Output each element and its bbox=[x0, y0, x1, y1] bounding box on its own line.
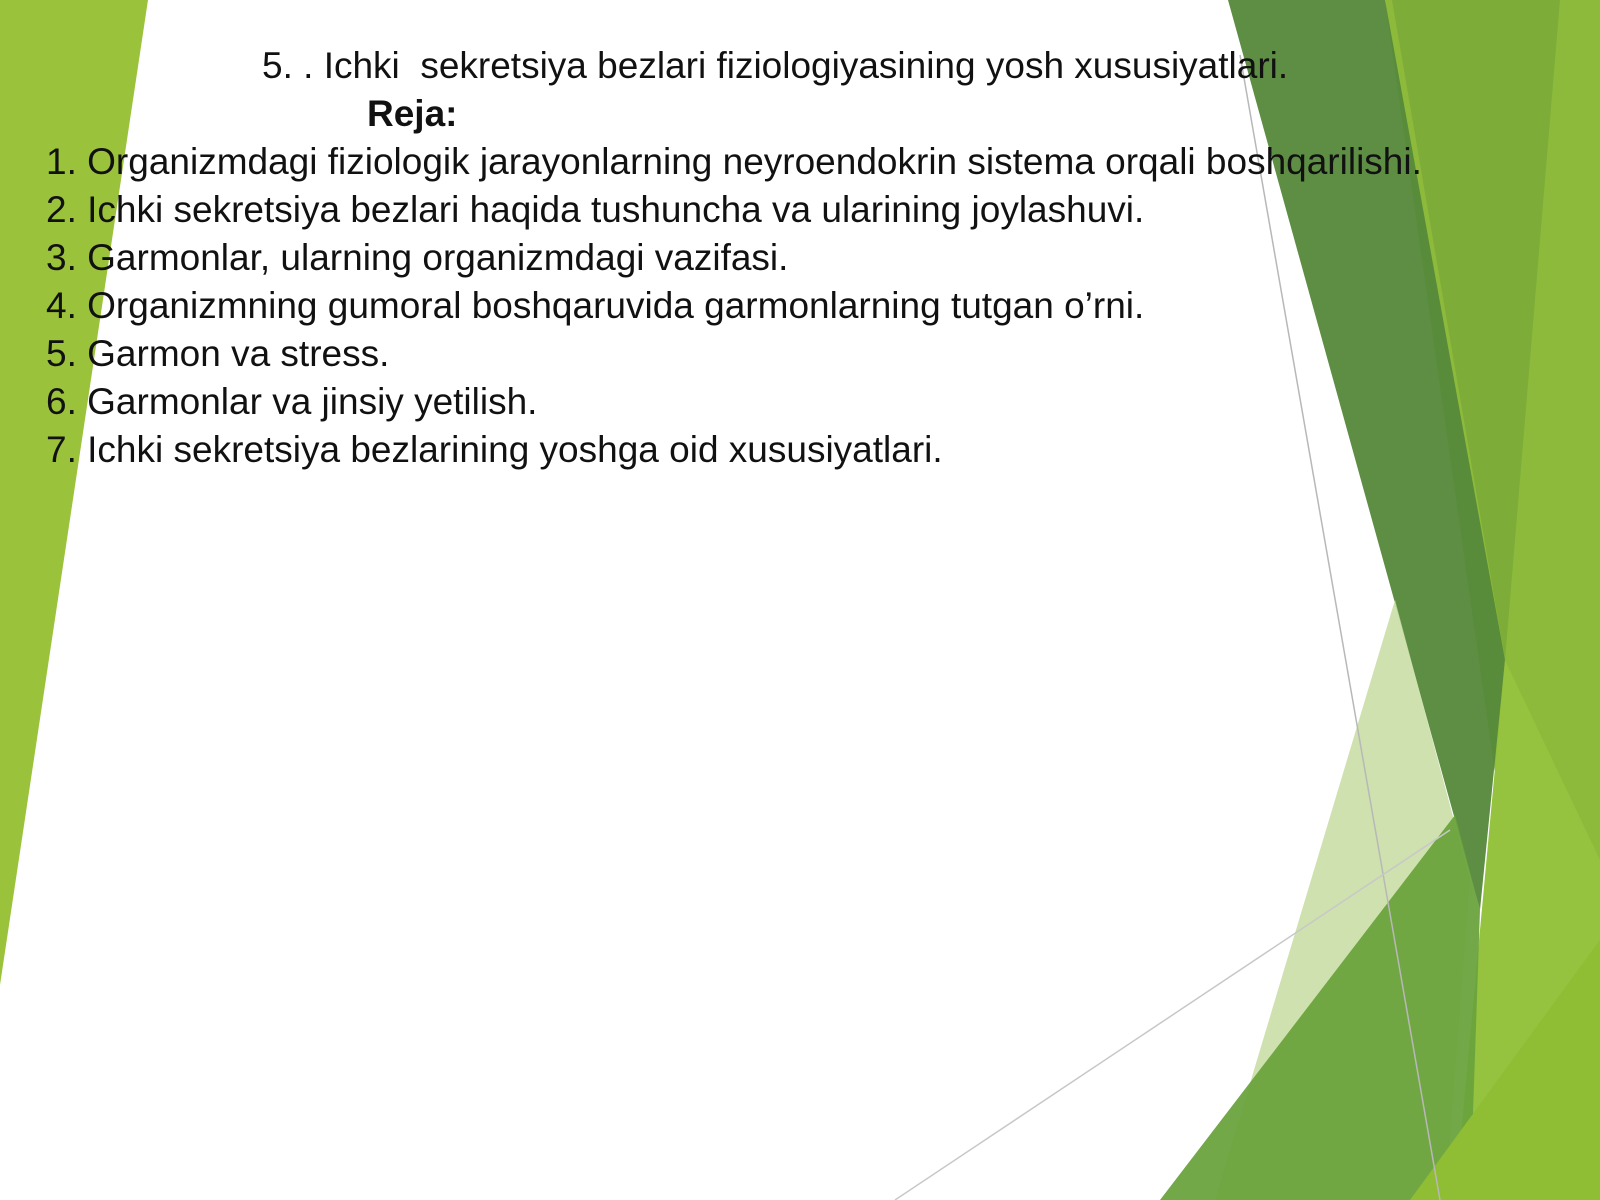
item-text: Organizmning gumoral boshqaruvida garmonlarning tutgan o’rni. bbox=[87, 285, 1145, 326]
list-item bbox=[46, 140, 1422, 188]
item-text: Ichki sekretsiya bezlari haqida tushuncha va ularining joylashuvi. bbox=[87, 189, 1145, 230]
plan-list bbox=[46, 140, 1422, 476]
item-text: Garmonlar va jinsiy yetilish. bbox=[87, 381, 538, 422]
item-text: Garmonlar, ularning organizmdagi vazifasi. bbox=[87, 237, 789, 278]
item-text: Ichki sekretsiya bezlarining yoshga oid xususiyatlari. bbox=[87, 429, 943, 470]
list-item bbox=[46, 188, 1422, 236]
item-text: Garmon va stress. bbox=[87, 333, 390, 374]
list-item bbox=[46, 380, 1422, 428]
item-number: 3. bbox=[46, 237, 77, 278]
item-number: 1. bbox=[46, 141, 77, 182]
list-item bbox=[46, 284, 1422, 332]
slide-subtitle: Reja: bbox=[367, 93, 458, 134]
list-item bbox=[46, 332, 1422, 380]
item-number: 2. bbox=[46, 189, 77, 230]
item-number: 5. bbox=[46, 333, 77, 374]
list-item bbox=[46, 236, 1422, 284]
list-item bbox=[46, 428, 1422, 476]
item-number: 4. bbox=[46, 285, 77, 326]
item-number: 7. bbox=[46, 429, 77, 470]
item-text: Organizmdagi fiziologik jarayonlarning neyroendokrin sistema orqali boshqarilishi. bbox=[87, 141, 1422, 182]
item-number: 6. bbox=[46, 381, 77, 422]
slide-title: 5. . Ichki sekretsiya bezlari fiziologiyasining yosh xususiyatlari. bbox=[262, 45, 1289, 86]
